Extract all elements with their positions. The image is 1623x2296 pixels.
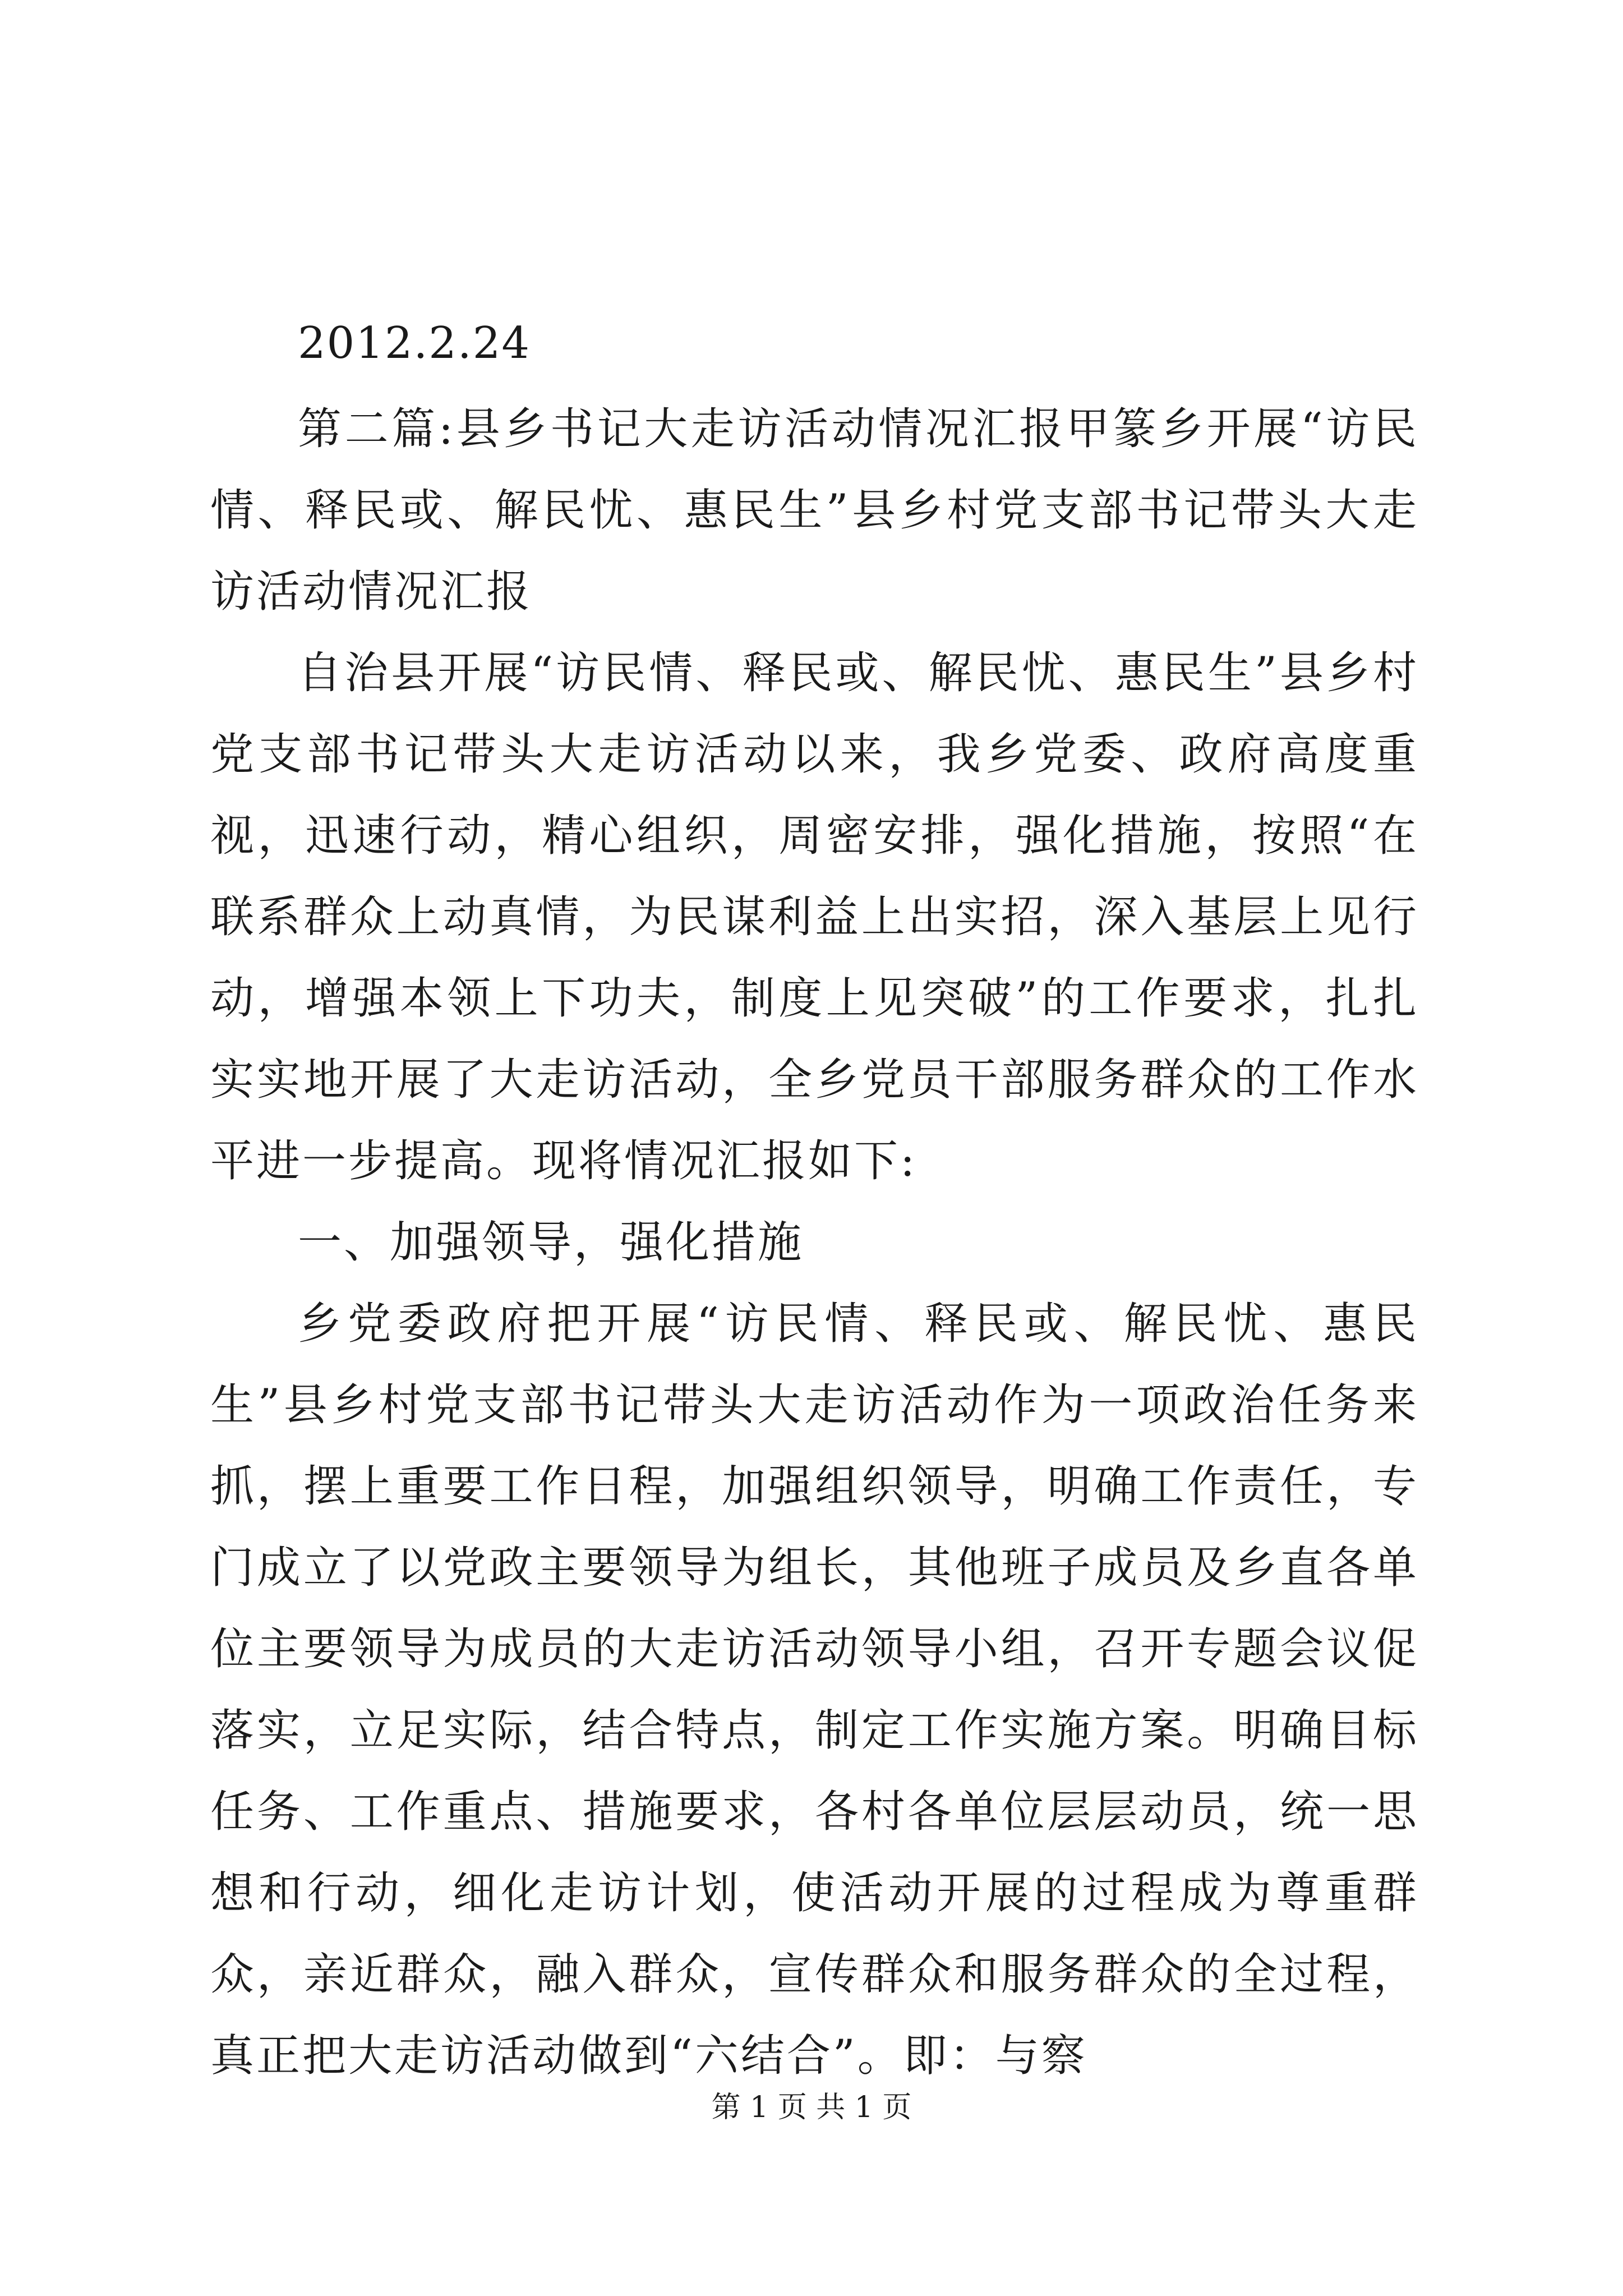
document-date: 2012.2.24	[298, 318, 531, 369]
document-body	[210, 303, 1419, 2097]
document-title: 第二篇:县乡书记大走访活动情况汇报甲篆乡开展“访民情、释民或、解民忧、惠民生”县乡村党支部书记带头大走访活动情况汇报	[210, 404, 1419, 617]
section-heading-1: 一、加强领导，强化措施	[298, 1217, 804, 1268]
page-footer: 第 1 页 共 1 页	[711, 2091, 912, 2124]
paragraph-intro: 自治县开展“访民情、释民或、解民忧、惠民生”县乡村党支部书记带头大走访活动以来，我乡党委、政府高度重视，迅速行动，精心组织，周密安排，强化措施，按照“在联系群众上动真情，为民谋利益上出实招，深入基层上见行动，增强本领上下功夫，制度上见突破”的工作要求，扎扎实实地开展了大走访活动，全乡党员干部服务群众的工作水平进一步提高。现将情况汇报如下:	[210, 648, 1419, 1186]
paragraph-section-1: 乡党委政府把开展“访民情、释民或、解民忧、惠民生”县乡村党支部书记带头大走访活动作为一项政治任务来抓，摆上重要工作日程，加强组织领导，明确工作责任，专门成立了以党政主要领导为组长，其他班子成员及乡直各单位主要领导为成员的大走访活动领导小组，召开专题会议促落实，立足实际，结合特点，制定工作实施方案。明确目标任务、工作重点、措施要求，各村各单位层层动员，统一思想和行动，细化走访计划，使活动开展的过程成为尊重群众，亲近群众，融入群众，宣传群众和服务群众的全过程，真正把大走访活动做到“六结合”。即：与察	[210, 1299, 1419, 2081]
